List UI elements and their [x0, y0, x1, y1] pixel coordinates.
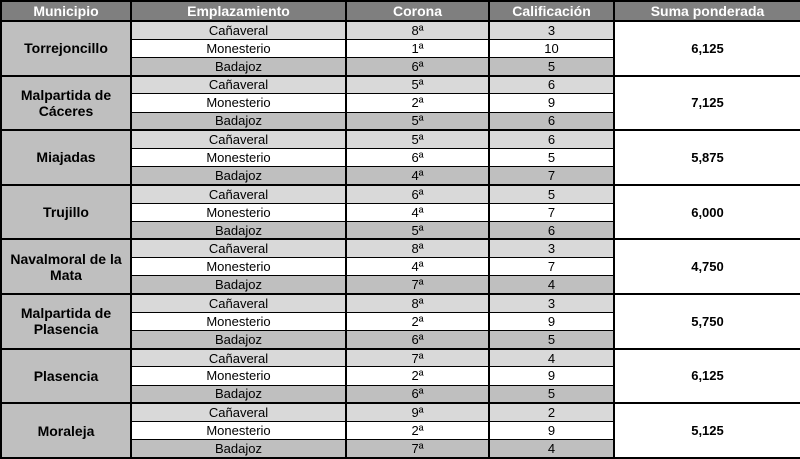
calificacion-cell: 3: [489, 294, 614, 312]
table-body: [1, 21, 800, 458]
suma-ponderada-cell: 7,125: [614, 76, 800, 131]
emplazamiento-cell: Badajoz: [131, 385, 346, 403]
calificacion-cell: 5: [489, 330, 614, 348]
calificacion-cell: 5: [489, 148, 614, 166]
emplazamiento-cell: Cañaveral: [131, 349, 346, 367]
corona-cell: 7ª: [346, 349, 489, 367]
table-row: [1, 294, 800, 312]
table-row: [1, 403, 800, 421]
column-header-corona: Corona: [346, 1, 489, 21]
corona-cell: 8ª: [346, 239, 489, 257]
municipio-cell: Plasencia: [1, 349, 131, 404]
municipio-cell: Navalmoral de la Mata: [1, 239, 131, 294]
corona-cell: 2ª: [346, 421, 489, 439]
column-header-emplazamiento: Emplazamiento: [131, 1, 346, 21]
corona-cell: 6ª: [346, 148, 489, 166]
corona-cell: 5ª: [346, 76, 489, 94]
calificacion-cell: 2: [489, 403, 614, 421]
emplazamiento-cell: Badajoz: [131, 167, 346, 185]
corona-cell: 8ª: [346, 294, 489, 312]
suma-ponderada-cell: 6,000: [614, 185, 800, 240]
calificacion-cell: 7: [489, 203, 614, 221]
emplazamiento-cell: Monesterio: [131, 258, 346, 276]
emplazamiento-cell: Badajoz: [131, 440, 346, 458]
calificacion-cell: 9: [489, 312, 614, 330]
suma-ponderada-cell: 5,750: [614, 294, 800, 349]
calificacion-cell: 6: [489, 112, 614, 130]
corona-cell: 6ª: [346, 57, 489, 75]
corona-cell: 8ª: [346, 21, 489, 39]
municipio-cell: Malpartida de Cáceres: [1, 76, 131, 131]
column-header-calificacion: Calificación: [489, 1, 614, 21]
suma-ponderada-cell: 5,875: [614, 130, 800, 185]
table-row: [1, 239, 800, 257]
column-header-municipio: Municipio: [1, 1, 131, 21]
emplazamiento-cell: Cañaveral: [131, 403, 346, 421]
emplazamiento-cell: Badajoz: [131, 112, 346, 130]
calificacion-cell: 10: [489, 39, 614, 57]
corona-cell: 5ª: [346, 221, 489, 239]
calificacion-cell: 7: [489, 167, 614, 185]
suma-ponderada-cell: 6,125: [614, 349, 800, 404]
corona-cell: 6ª: [346, 385, 489, 403]
emplazamiento-cell: Badajoz: [131, 57, 346, 75]
emplazamiento-cell: Monesterio: [131, 94, 346, 112]
emplazamiento-cell: Cañaveral: [131, 239, 346, 257]
calificacion-cell: 9: [489, 367, 614, 385]
emplazamiento-cell: Badajoz: [131, 276, 346, 294]
corona-cell: 5ª: [346, 130, 489, 148]
emplazamiento-cell: Monesterio: [131, 367, 346, 385]
emplazamiento-cell: Cañaveral: [131, 130, 346, 148]
calificacion-cell: 4: [489, 349, 614, 367]
table-row: [1, 349, 800, 367]
calificacion-cell: 4: [489, 440, 614, 458]
calificacion-cell: 6: [489, 76, 614, 94]
corona-cell: 7ª: [346, 440, 489, 458]
corona-cell: 1ª: [346, 39, 489, 57]
calificacion-cell: 5: [489, 185, 614, 203]
calificacion-cell: 4: [489, 276, 614, 294]
table-row: [1, 130, 800, 148]
corona-cell: 2ª: [346, 367, 489, 385]
municipio-cell: Trujillo: [1, 185, 131, 240]
corona-cell: 9ª: [346, 403, 489, 421]
emplazamiento-cell: Badajoz: [131, 330, 346, 348]
calificacion-cell: 6: [489, 221, 614, 239]
header-row: [1, 1, 800, 21]
emplazamiento-cell: Monesterio: [131, 203, 346, 221]
column-header-suma-ponderada: Suma ponderada: [614, 1, 800, 21]
emplazamiento-cell: Monesterio: [131, 312, 346, 330]
calificacion-cell: 9: [489, 421, 614, 439]
calificacion-cell: 9: [489, 94, 614, 112]
corona-cell: 6ª: [346, 330, 489, 348]
corona-cell: 4ª: [346, 167, 489, 185]
corona-cell: 6ª: [346, 185, 489, 203]
calificacion-cell: 5: [489, 57, 614, 75]
municipio-cell: Moraleja: [1, 403, 131, 458]
calificacion-cell: 7: [489, 258, 614, 276]
corona-cell: 5ª: [346, 112, 489, 130]
emplazamiento-cell: Badajoz: [131, 221, 346, 239]
table-row: [1, 185, 800, 203]
calificacion-cell: 5: [489, 385, 614, 403]
municipio-cell: Torrejoncillo: [1, 21, 131, 76]
emplazamiento-cell: Cañaveral: [131, 185, 346, 203]
emplazamiento-cell: Monesterio: [131, 421, 346, 439]
municipio-cell: Miajadas: [1, 130, 131, 185]
suma-ponderada-cell: 4,750: [614, 239, 800, 294]
emplazamiento-cell: Cañaveral: [131, 76, 346, 94]
emplazamiento-cell: Monesterio: [131, 148, 346, 166]
municipio-cell: Malpartida de Plasencia: [1, 294, 131, 349]
calificacion-cell: 3: [489, 239, 614, 257]
table-row: [1, 21, 800, 39]
corona-cell: 4ª: [346, 203, 489, 221]
corona-cell: 2ª: [346, 94, 489, 112]
corona-cell: 2ª: [346, 312, 489, 330]
emplazamiento-cell: Cañaveral: [131, 294, 346, 312]
emplazamiento-cell: Monesterio: [131, 39, 346, 57]
corona-cell: 4ª: [346, 258, 489, 276]
calificacion-cell: 3: [489, 21, 614, 39]
suma-ponderada-cell: 5,125: [614, 403, 800, 458]
corona-cell: 7ª: [346, 276, 489, 294]
suma-ponderada-cell: 6,125: [614, 21, 800, 76]
emplazamiento-cell: Cañaveral: [131, 21, 346, 39]
calificacion-cell: 6: [489, 130, 614, 148]
table-row: [1, 76, 800, 94]
